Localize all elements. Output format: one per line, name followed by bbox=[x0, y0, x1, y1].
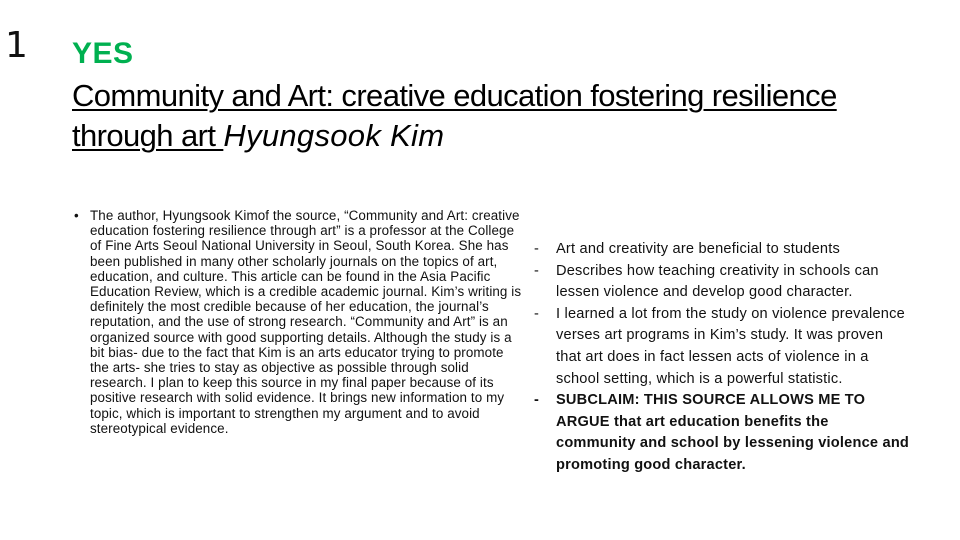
subclaim-text: SUBCLAIM: THIS SOURCE ALLOWS ME TO ARGUE that art education benefits the community and school by lessening violence and promoting good character. bbox=[556, 392, 910, 473]
dash-icon: - bbox=[534, 392, 540, 409]
dash-icon: - bbox=[534, 241, 540, 257]
subclaim-item bbox=[530, 390, 910, 476]
source-notes bbox=[530, 239, 910, 477]
source-title-line bbox=[72, 76, 942, 156]
summary-list bbox=[74, 208, 524, 436]
note-text: Art and creativity are beneficial to students bbox=[556, 241, 840, 257]
dash-icon: - bbox=[534, 262, 540, 279]
slide-number: 1 bbox=[5, 25, 28, 66]
note-text: I learned a lot from the study on violence prevalence verses art programs in Kim’s study. It was proven that art does in fact lessen acts of violence in a school setting, which is a powerful statistic. bbox=[556, 305, 905, 387]
summary-text: The author, Hyungsook Kimof the source, “Community and Art: creative education fostering resilience through art” is a professor at the College of Fine Arts Seoul National University in Seoul, South Korea. She has been published in many other scholarly journals on the topics of art, education, and culture. This article can be found in the Asia Pacific Education Review, which is a credible academic journal. Kim’s writing is definitely the most credible because of her education, the journal’s reputation, and the use of strong research. “Community and Art” is an organized source with good supporting details. Although the study is a bit bias- due to the fact that Kim is an arts educator trying to promote the arts- she tries to stay as objective as possible through solid research. I plan to keep this source in my final paper because of its positive research with solid evidence. It brings new information to my topic, which is important to strengthen my argument and to avoid stereotypical evidence. bbox=[90, 208, 522, 436]
bullet-icon: • bbox=[74, 208, 79, 223]
summary-bullet bbox=[74, 208, 524, 436]
note-item bbox=[530, 304, 910, 390]
note-item bbox=[530, 261, 910, 304]
source-author: Hyungsook Kim bbox=[223, 118, 445, 153]
note-item bbox=[530, 239, 910, 261]
verdict-label: YES bbox=[72, 37, 134, 70]
notes-list bbox=[530, 239, 910, 477]
source-title: Community and Art: creative education fostering resilience through art bbox=[72, 78, 837, 153]
source-summary bbox=[74, 208, 524, 436]
title-block bbox=[72, 34, 942, 156]
note-text: Describes how teaching creativity in schools can lessen violence and develop good character. bbox=[556, 262, 879, 301]
dash-icon: - bbox=[534, 305, 540, 322]
